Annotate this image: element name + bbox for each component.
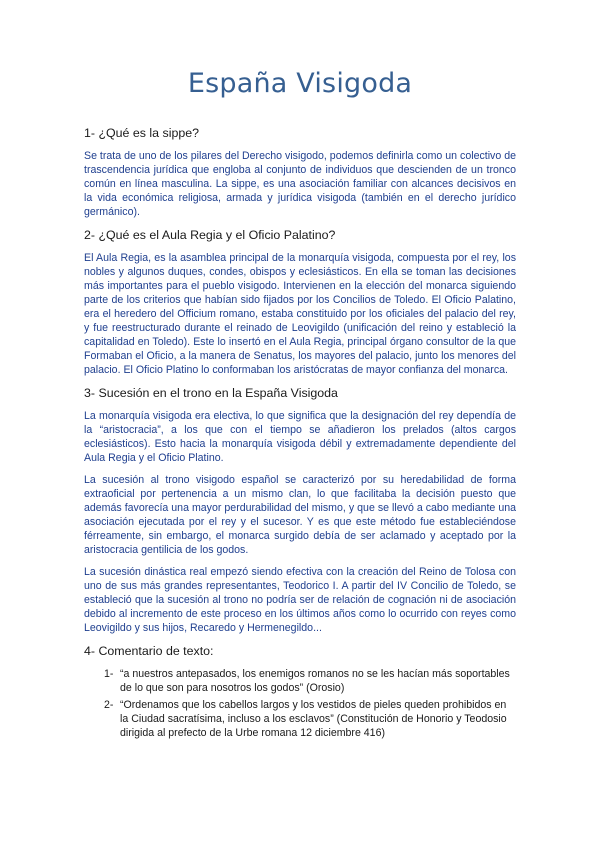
section-comentario — [84, 643, 516, 740]
paragraph: La monarquía visigoda era electiva, lo que significa que la designación del rey dependía de la “aristocracia”, a los que con el tiempo se añadieron los prelados (altos cargos eclesiásticos). Esto hacia la monarquía visigoda débil y extremadamente dependiente del Aula Regia y el Oficio Platino. — [84, 410, 516, 464]
list-item — [84, 667, 516, 695]
paragraph: La sucesión dinástica real empezó siendo efectiva con la creación del Reino de Tolosa con uno de sus más grandes representantes, Teodorico I. A partir del IV Concilio de Toledo, se estableció que la sucesión al trono no podría ser de relación de cognación ni de asociación debido al incremento de este proceso en los últimos años como lo ocurrido con reyes como Leovigildo y sus hijos, Recaredo y Hermenegildo... — [84, 566, 516, 634]
document-title: España Visigoda — [187, 68, 413, 99]
section-sucesion — [84, 385, 516, 635]
quote-text: “Ordenamos que los cabellos largos y los vestidos de pieles queden prohibidos en la Ciudad sacratísima, incluso a los esclavos” (Constitución de Honorio y Teodosio dirigida al prefecto de la Urbe romana 12 diciembre 416) — [120, 699, 507, 739]
section-heading: 3- Sucesión en el trono en la España Visigoda — [84, 386, 338, 400]
list-item — [84, 698, 516, 740]
section-heading: 4- Comentario de texto: — [84, 644, 214, 658]
section-heading: 1- ¿Qué es la sippe? — [84, 126, 200, 140]
section-sippe — [84, 125, 516, 219]
document-body — [84, 125, 516, 743]
list-number: 2- — [104, 699, 114, 711]
paragraph: Se trata de uno de los pilares del Derecho visigodo, podemos definirla como un colectivo de trascendencia jurídica que engloba al conjunto de individuos que descienden de un tronco común en línea masculina. La sippe, es una asociación familiar con alcances decisivos en la vida económica religiosa, armada y jurídica visigoda (también en el derecho jurídico germánico). — [84, 150, 516, 218]
paragraph: La sucesión al trono visigodo español se caracterizó por su heredabilidad de forma extraoficial por pertenencia a un mismo clan, lo que facilitaba la decisión puesto que además favorecía una mayor perdurabilidad del mismo, y que se llevó a cabo mediante una asociación ejecutada por el rey y el sucesor. Y es que este método fue estableciéndose férreamente, sin embargo, el monarca surgido debía de ser aclamado y aceptado por la aristocracia gentilicia de los godos. — [84, 474, 516, 556]
quote-list — [84, 667, 516, 740]
section-heading: 2- ¿Qué es el Aula Regia y el Oficio Palatino? — [84, 228, 336, 242]
list-number: 1- — [104, 668, 114, 680]
paragraph: El Aula Regia, es la asamblea principal de la monarquía visigoda, compuesta por el rey, los nobles y algunos duques, condes, obispos y eclesiásticos. En ella se toman las decisiones más importantes para el pueblo visigodo. Intervienen en la elección del monarca siguiendo parte de los criterios que habían sido fijados por los Concilios de Toledo. El Oficio Palatino, era el heredero del Officium romano, estaba constituido por los oficiales del palacio del rey, y fue reestructurado durante el reinado de Leovigildo (unificación del reino y estableció la capitalidad en Toledo). Este lo insertó en el Aula Regia, principal órgano consultor de la que Formaban el Oficio, a la manera de Senatus, los mayores del palacio, junto los menores del palacio. El Oficio Platino lo conformaban los aristócratas de mayor confianza del monarca. — [84, 252, 516, 376]
quote-text: “a nuestros antepasados, los enemigos romanos no se les hacían más soportables de lo que son para nosotros los godos” (Orosio) — [120, 668, 510, 694]
section-aula-regia — [84, 227, 516, 377]
